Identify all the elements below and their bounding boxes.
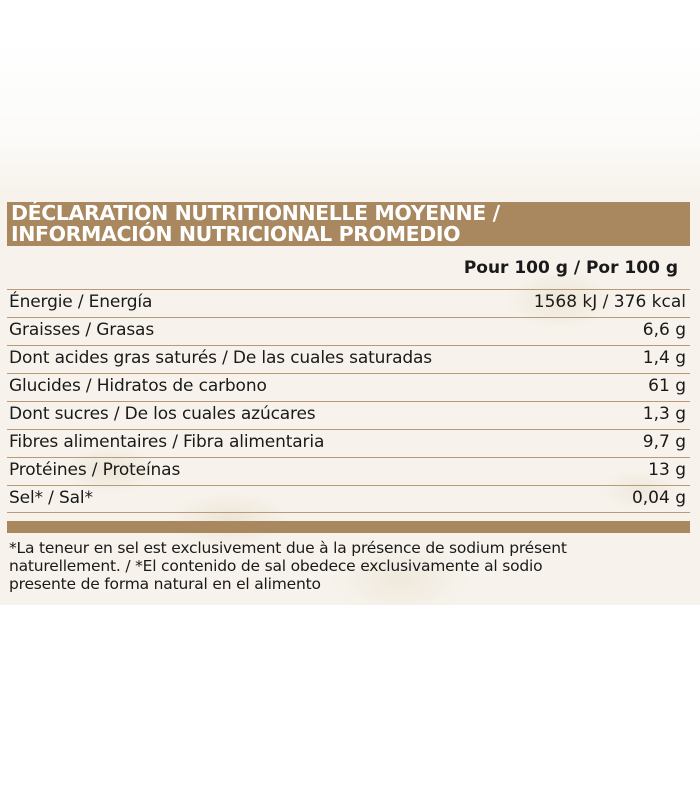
nutrition-panel: [7, 192, 690, 604]
top-fade: [0, 40, 700, 190]
row-label: Graisses / Grasas: [9, 320, 155, 340]
row-value: 61 g: [648, 376, 686, 396]
row-label: Fibres alimentaires / Fibra alimentaria: [9, 432, 325, 452]
footnote-line: presente de forma natural en el alimento: [9, 575, 321, 593]
row-value: 1568 kJ / 376 kcal: [533, 292, 686, 312]
row-label: Dont sucres / De los cuales azúcares: [9, 404, 316, 424]
table-row: [7, 485, 690, 513]
table-row: [7, 457, 690, 485]
title-line-fr: DÉCLARATION NUTRITIONNELLE MOYENNE /: [11, 201, 500, 225]
panel-title: [11, 203, 681, 245]
title-line-es: INFORMACIÓN NUTRICIONAL PROMEDIO: [11, 222, 461, 246]
row-label: Dont acides gras saturés / De las cuales saturadas: [9, 348, 432, 368]
row-label: Glucides / Hidratos de carbono: [9, 376, 267, 396]
row-value: 0,04 g: [631, 488, 686, 508]
nutrition-table: [7, 289, 690, 513]
row-value: 9,7 g: [642, 432, 686, 452]
salt-footnote: [9, 539, 679, 593]
row-value: 1,3 g: [642, 404, 686, 424]
table-row: [7, 289, 690, 317]
row-label: Énergie / Energía: [9, 292, 153, 312]
table-row: [7, 401, 690, 429]
footnote-line: naturellement. / *El contenido de sal obedece exclusivamente al sodio: [9, 557, 543, 575]
row-value: 13 g: [648, 460, 686, 480]
footer-band: [7, 521, 690, 533]
row-value: 1,4 g: [642, 348, 686, 368]
column-header: Pour 100 g / Por 100 g: [463, 258, 678, 278]
row-value: 6,6 g: [642, 320, 686, 340]
table-row: [7, 317, 690, 345]
table-row: [7, 429, 690, 457]
footnote-line: *La teneur en sel est exclusivement due à la présence de sodium présent: [9, 539, 567, 557]
table-row: [7, 345, 690, 373]
table-row: [7, 373, 690, 401]
row-label: Sel* / Sal*: [9, 488, 93, 508]
row-label: Protéines / Proteínas: [9, 460, 181, 480]
